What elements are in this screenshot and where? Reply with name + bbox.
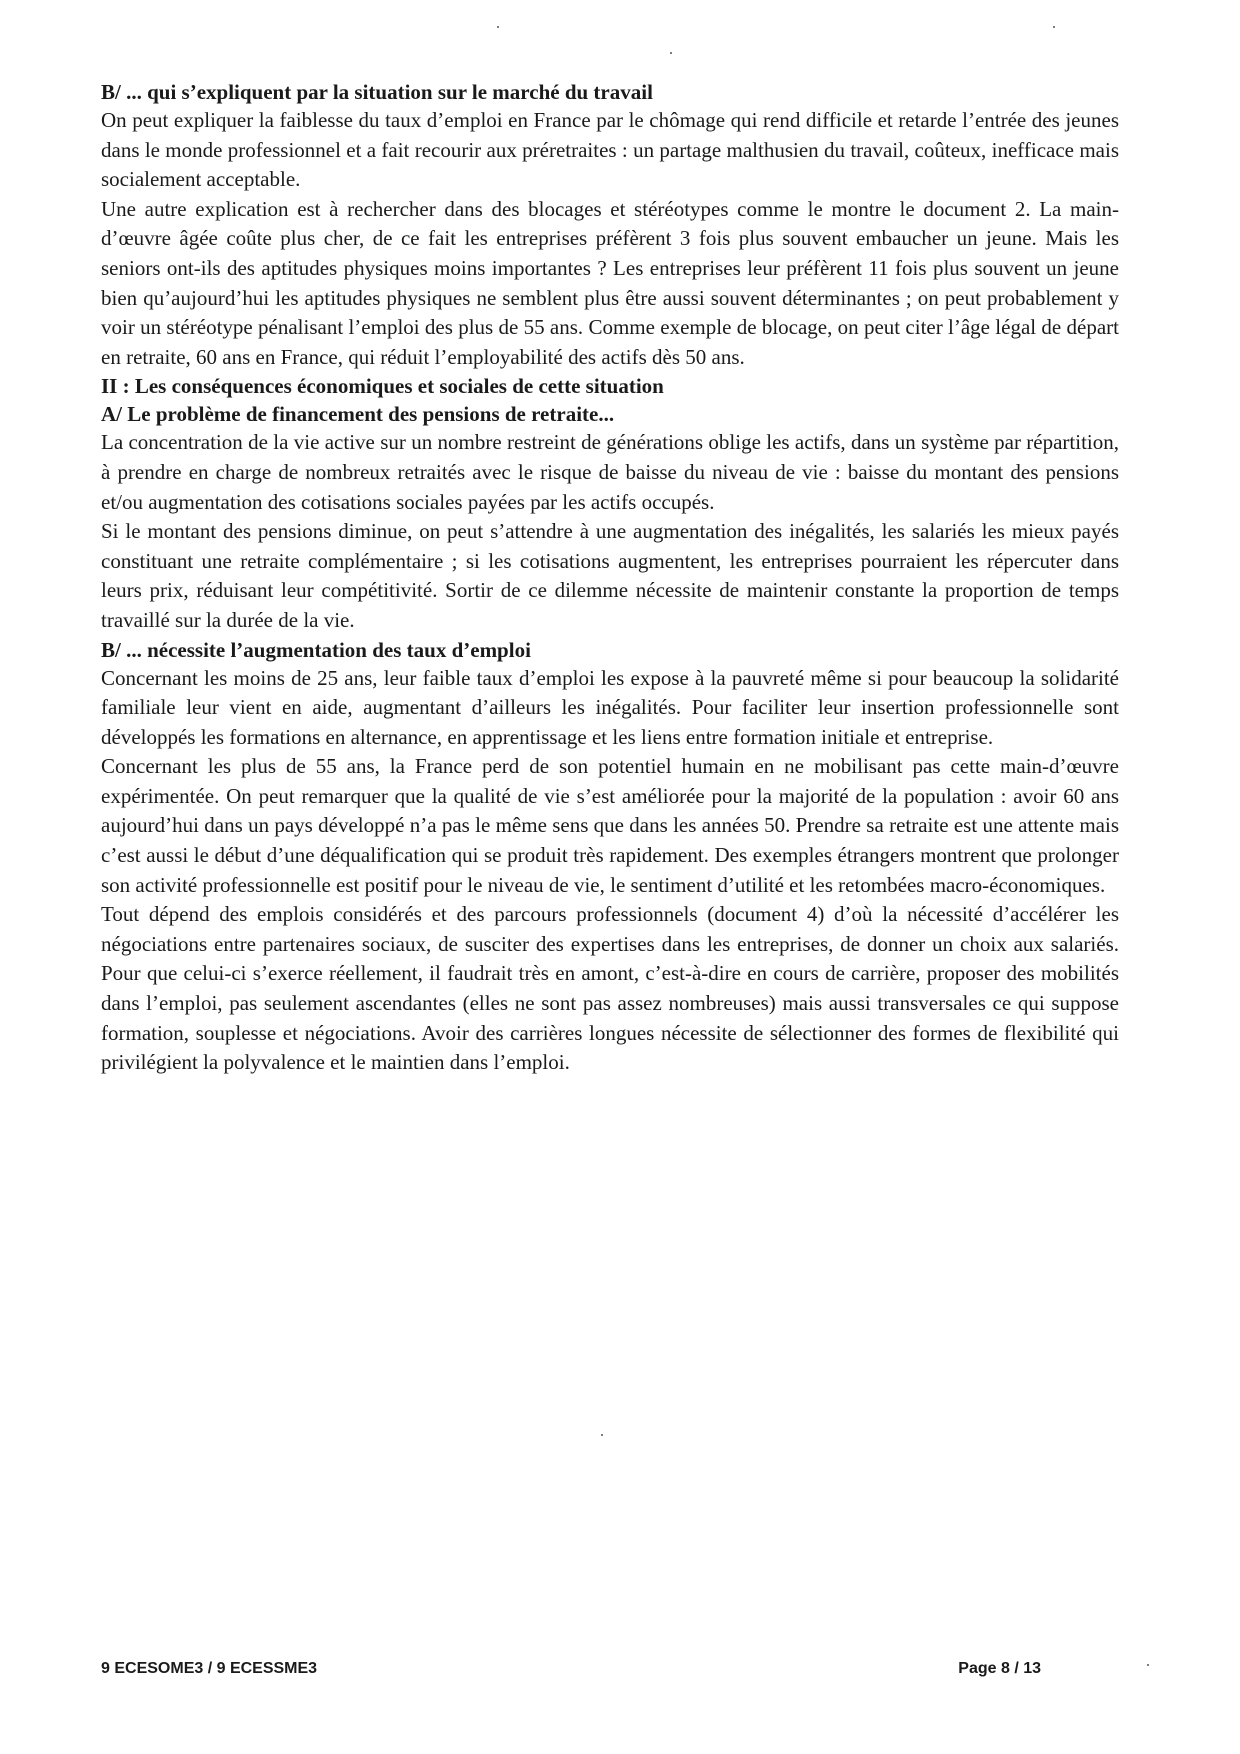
paragraph: Une autre explication est à rechercher dans des blocages et stéréotypes comme le montre le document 2. La main-d’œuvre âgée coûte plus cher, de ce fait les entreprises préfèrent 3 fois plus souvent embaucher un jeune. Mais les seniors ont-ils des aptitudes physiques moins importantes ? Les entreprises leur préfèrent 11 fois plus souvent un jeune bien qu’aujourd’hui les aptitudes physiques ne semblent plus être aussi souvent déterminantes ; on peut probablement y voir un stéréotype pénalisant l’emploi des plus de 55 ans. Comme exemple de blocage, on peut citer l’âge légal de départ en retraite, 60 ans en France, qui réduit l’employabilité des actifs dès 50 ans. <box>101 196 1119 369</box>
paragraph: On peut expliquer la faiblesse du taux d’emploi en France par le chômage qui rend difficile et retarde l’entrée des jeunes dans le monde professionnel et a fait recourir aux préretraites : un partage malthusien du travail, coûteux, inefficace mais socialement acceptable. <box>101 108 1119 192</box>
paragraph: Si le montant des pensions diminue, on peut s’attendre à une augmentation des inégalités, les salariés les mieux payés constituant une retraite complémentaire ; si les cotisations augmentent, les entreprises pourraient les répercuter dans leurs prix, réduisant leur compétitivité. Sortir de ce dilemme nécessite de maintenir constante la proportion de temps travaillé sur la durée de la vie. <box>101 519 1119 632</box>
paragraph: Concernant les moins de 25 ans, leur faible taux d’emploi les expose à la pauvreté même si pour beaucoup la solidarité familiale leur vient en aide, augmentant d’ailleurs les inégalités. Pour faciliter leur insertion professionnelle sont développés les formations en alternance, en apprentissage et les liens entre formation initiale et entreprise. <box>101 665 1119 749</box>
scan-speck <box>601 1434 603 1436</box>
paragraph: La concentration de la vie active sur un nombre restreint de générations oblige les actifs, dans un système par répartition, à prendre en charge de nombreux retraités avec le risque de baisse du niveau de vie : baisse du montant des pensions et/ou augmentation des cotisations sociales payées par les actifs occupés. <box>101 430 1119 514</box>
section-heading-ii-consequences: II : Les conséquences économiques et sociales de cette situation <box>101 374 664 399</box>
scan-speck <box>1147 1664 1149 1666</box>
exam-code: 9 ECESOME3 / 9 ECESSME3 <box>101 1660 318 1677</box>
section-heading-b-marche-travail: B/ ... qui s’expliquent par la situation sur le marché du travail <box>101 80 653 104</box>
paragraph: Tout dépend des emplois considérés et des parcours professionnels (document 4) d’où la nécessité d’accélérer les négociations entre partenaires sociaux, de susciter des expertises dans les entreprises, de donner un choix aux salariés. Pour que celui-ci s’exerce réellement, il faudrait très en amont, c’est-à-dire en cours de carrière, proposer des mobilités dans l’emploi, pas seulement ascendantes (elles ne sont pas assez nombreuses) mais aussi transversales ce qui suppose formation, souplesse et négociations. Avoir des carrières longues nécessite de sélectionner des formes de flexibilité qui privilégient la polyvalence et le maintien dans l’emploi. <box>101 902 1119 1075</box>
paragraph: Concernant les plus de 55 ans, la France perd de son potentiel humain en ne mobilisant pas cette main-d’œuvre expérimentée. On peut remarquer que la qualité de vie s’est améliorée pour la majorité de la population : avoir 60 ans aujourd’hui dans un pays développé n’a pas le même sens que dans les années 50. Prendre sa retraite est une attente mais c’est aussi le début d’une déqualification qui se produit très rapidement. Des exemples étrangers montrent que prolonger son activité professionnelle est positif pour le niveau de vie, le sentiment d’utilité et les retombées macro-économiques. <box>101 754 1119 897</box>
document-body <box>101 78 1119 1078</box>
section-heading-a-financement-pensions: A/ Le problème de financement des pensions de retraite... <box>101 402 615 427</box>
scan-speck <box>1053 26 1055 28</box>
section-heading-b-taux-emploi: B/ ... nécessite l’augmentation des taux d’emploi <box>101 637 531 662</box>
scan-speck <box>497 26 499 28</box>
page-number: Page 8 / 13 <box>958 1660 1041 1677</box>
scan-speck <box>670 52 672 54</box>
